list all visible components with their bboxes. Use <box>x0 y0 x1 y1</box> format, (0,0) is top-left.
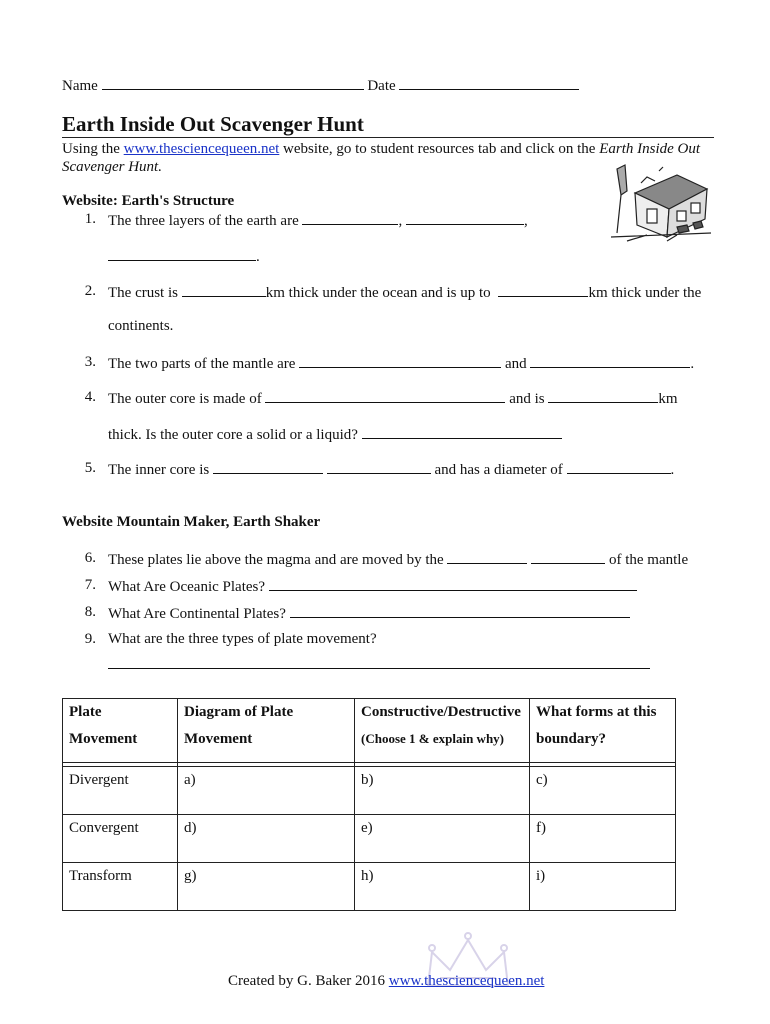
section-heading-structure: Website: Earth's Structure <box>62 193 235 209</box>
q6-number: 6. <box>84 550 96 566</box>
section-heading-plates: Website Mountain Maker, Earth Shaker <box>62 514 321 530</box>
q1-answer-1[interactable] <box>302 211 398 225</box>
table-cell[interactable]: i) <box>530 863 676 911</box>
table-cell: Transform <box>63 863 178 911</box>
q3-answer-1[interactable] <box>299 354 501 368</box>
q9-line2 <box>108 655 650 674</box>
q5-number: 5. <box>84 460 96 476</box>
q7-number: 7. <box>84 577 96 593</box>
table-cell: Convergent <box>63 815 178 863</box>
q8-number: 8. <box>84 604 96 620</box>
table-cell[interactable]: d) <box>178 815 355 863</box>
q1: The three layers of the earth are , , <box>108 213 528 229</box>
table-cell[interactable]: a) <box>178 767 355 815</box>
name-line <box>62 76 579 95</box>
q1-answer-2[interactable] <box>406 211 524 225</box>
q5: The inner core is and has a diameter of . <box>108 462 675 478</box>
name-field[interactable] <box>102 76 364 90</box>
q5-answer-2[interactable] <box>327 460 431 474</box>
footer-credit: Created by G. Baker 2016 www.thesciencequeen.net <box>228 973 545 989</box>
name-label: Name <box>62 78 98 94</box>
table-cell[interactable]: c) <box>530 767 676 815</box>
q6-answer-2[interactable] <box>531 550 605 564</box>
q2-number: 2. <box>84 283 96 299</box>
q9: What are the three types of plate movement? <box>108 631 377 647</box>
q4-answer-1[interactable] <box>265 389 505 403</box>
q4-answer-2[interactable] <box>548 389 658 403</box>
q7: What Are Oceanic Plates? <box>108 577 637 596</box>
q5-answer-1[interactable] <box>213 460 323 474</box>
q6: These plates lie above the magma and are moved by the of the mantle <box>108 552 689 568</box>
q4-line2: thick. Is the outer core a solid or a liquid? <box>108 425 562 444</box>
table-cell[interactable]: b) <box>355 767 530 815</box>
q2-answer-2[interactable] <box>498 283 588 297</box>
q3-number: 3. <box>84 354 96 370</box>
date-label: Date <box>367 78 396 94</box>
table-header-row <box>63 699 676 763</box>
date-field[interactable] <box>399 76 579 90</box>
q8: What Are Continental Plates? <box>108 604 630 623</box>
q5-answer-3[interactable] <box>567 460 671 474</box>
table-cell: Divergent <box>63 767 178 815</box>
table-row <box>63 863 676 911</box>
q1-number: 1. <box>84 211 96 227</box>
table-header-cell: Diagram of Plate Movement <box>178 699 355 763</box>
table-header-cell: Constructive/Destructive (Choose 1 & explain why) <box>355 699 530 763</box>
q9-number: 9. <box>84 631 96 647</box>
footer-link[interactable]: www.thesciencequeen.net <box>388 973 545 989</box>
table-cell[interactable]: f) <box>530 815 676 863</box>
plate-movement-table <box>62 698 676 911</box>
q7-answer[interactable] <box>269 577 637 591</box>
q2: The crust is km thick under the ocean and is up to km thick under the <box>108 285 702 301</box>
table-header-cell: What forms at this boundary? <box>530 699 676 763</box>
earthquake-house-icon <box>607 163 715 245</box>
q4-answer-3[interactable] <box>362 425 562 439</box>
intro-link[interactable]: www.thesciencequeen.net <box>123 141 280 157</box>
q3-answer-2[interactable] <box>530 354 690 368</box>
q2-answer-1[interactable] <box>182 283 266 297</box>
q1-line2: . <box>108 247 260 266</box>
title-divider <box>62 137 714 138</box>
intro-paragraph: Using the www.thesciencequeen.net website, go to student resources tab and click on the Earth Inside Out Scavenger Hunt. <box>62 141 701 175</box>
table-cell[interactable]: h) <box>355 863 530 911</box>
table-cell[interactable]: g) <box>178 863 355 911</box>
q9-answer[interactable] <box>108 655 650 669</box>
table-cell[interactable]: e) <box>355 815 530 863</box>
q1-answer-3[interactable] <box>108 247 256 261</box>
table-header-cell: Plate Movement <box>63 699 178 763</box>
q8-answer[interactable] <box>290 604 630 618</box>
table-row <box>63 767 676 815</box>
q2-line2: continents. <box>108 318 174 334</box>
q4: The outer core is made of and is km <box>108 391 678 407</box>
q4-number: 4. <box>84 389 96 405</box>
page-title: Earth Inside Out Scavenger Hunt <box>62 112 364 136</box>
q3: The two parts of the mantle are and . <box>108 356 695 372</box>
table-row <box>63 815 676 863</box>
q6-answer-1[interactable] <box>447 550 527 564</box>
